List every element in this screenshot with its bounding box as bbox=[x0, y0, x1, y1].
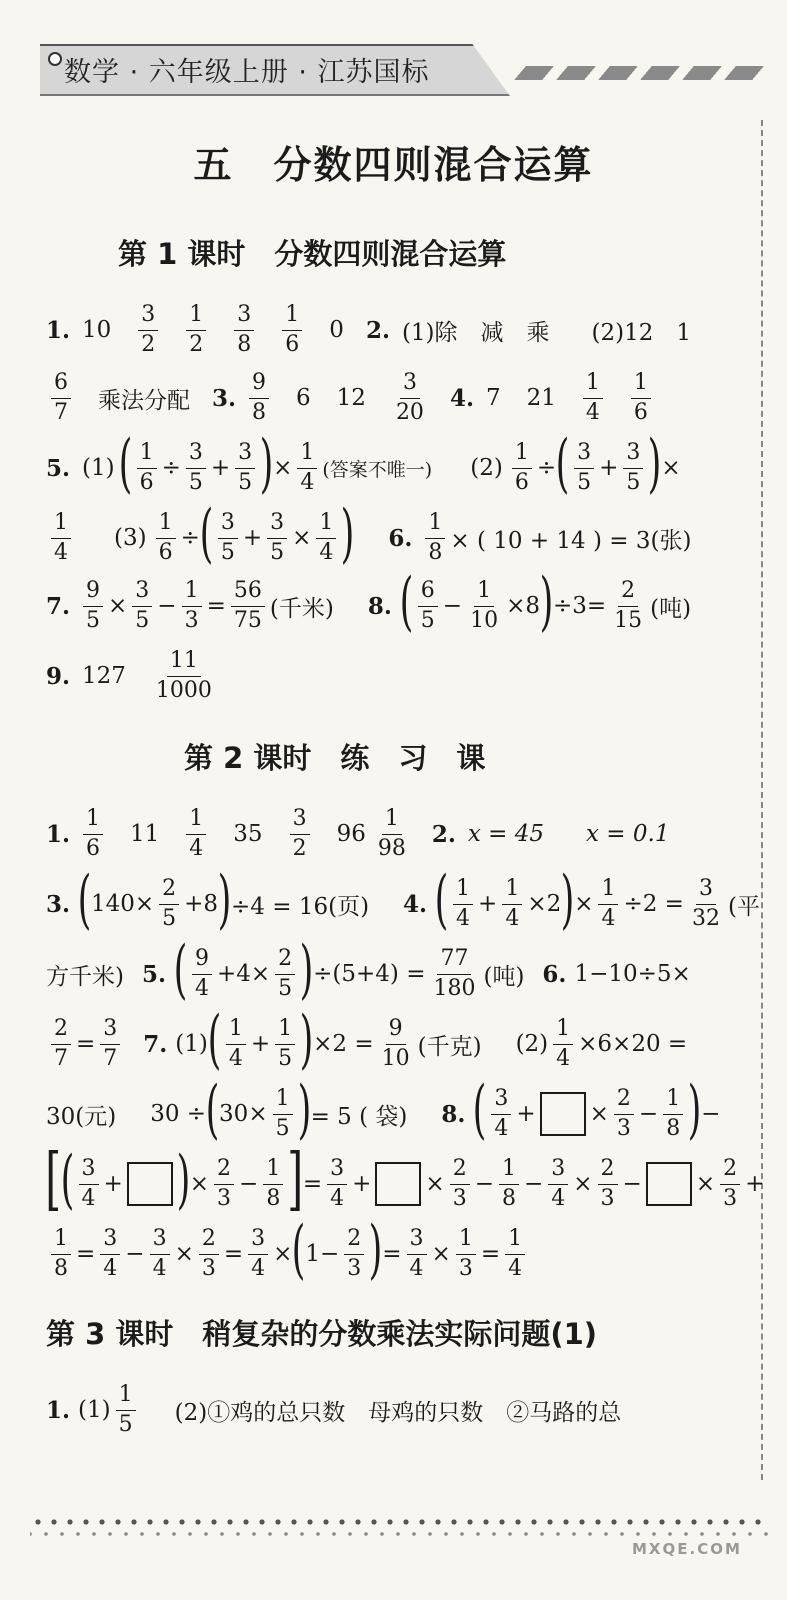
paren-close: ) bbox=[539, 565, 554, 639]
l2-line-6 bbox=[45, 1140, 765, 1224]
part-label: (1) bbox=[175, 1031, 208, 1057]
paren-open: ( bbox=[434, 863, 449, 937]
unit: (千克) bbox=[417, 1033, 482, 1060]
fraction: $\frac{9}{8}$ bbox=[249, 371, 269, 424]
fraction: $\frac{1}{4}$ bbox=[598, 877, 618, 930]
fraction: $\frac{1}{6}$ bbox=[83, 807, 103, 860]
paren-close: ) bbox=[297, 1073, 311, 1147]
op-minus: − bbox=[701, 1101, 721, 1127]
q-number: 3. bbox=[46, 890, 71, 918]
part-label: (3) bbox=[114, 525, 147, 551]
expr: ×6×20 = bbox=[578, 1031, 688, 1057]
q-number: 2. bbox=[365, 316, 390, 344]
expr: 1−10÷5× bbox=[574, 961, 691, 987]
answer-value: 11 bbox=[130, 821, 160, 847]
fraction: $\frac{6}{7}$ bbox=[51, 371, 71, 424]
fraction: $\frac{3}{4}$ bbox=[248, 1227, 268, 1280]
op-plus: + bbox=[478, 891, 498, 917]
q-number: 4. bbox=[403, 890, 428, 918]
fraction: $\frac{1}{4}$ bbox=[502, 877, 522, 930]
q-number: 5. bbox=[141, 960, 166, 988]
fraction: $\frac{1}{6}$ bbox=[137, 441, 157, 494]
op-minus: − bbox=[125, 1241, 145, 1267]
op-mul: × bbox=[273, 1241, 293, 1267]
unit: 方千米) bbox=[46, 963, 124, 990]
header-title: 数学 · 六年级上册 · 江苏国标 bbox=[64, 57, 430, 88]
op-eq: = bbox=[480, 1241, 501, 1267]
op-div: ÷ bbox=[161, 455, 181, 481]
op-mul: × bbox=[431, 1241, 451, 1267]
fraction: $\frac{9}{4}$ bbox=[192, 947, 212, 1000]
fraction: $\frac{1}{98}$ bbox=[377, 806, 406, 861]
fraction: $\frac{3}{4}$ bbox=[100, 1227, 120, 1280]
answer-value: 96 bbox=[336, 821, 366, 847]
expr: ÷(5+4) = bbox=[313, 961, 426, 987]
paren-close: ) bbox=[647, 427, 662, 501]
fraction: $\frac{3}{5}$ bbox=[235, 441, 255, 494]
expr: 30 ÷ bbox=[150, 1101, 207, 1127]
unit: (千米) bbox=[269, 595, 334, 622]
answer-text: (2)12 1 bbox=[591, 319, 692, 346]
paren-close: ) bbox=[299, 933, 314, 1007]
op-eq: = bbox=[382, 1241, 402, 1267]
op-plus: + bbox=[250, 1031, 271, 1057]
op-minus: − bbox=[239, 1171, 259, 1197]
paren-open: ( bbox=[77, 863, 92, 937]
answer-text: 30(元) bbox=[46, 1103, 117, 1130]
answer-value: x = 45 bbox=[467, 821, 545, 847]
expr: 30× bbox=[219, 1101, 268, 1127]
paren-open: ( bbox=[60, 1143, 74, 1217]
fraction: $\frac{1}{6}$ bbox=[631, 371, 651, 424]
paren-open: ( bbox=[199, 497, 214, 571]
watermark-logo: MXQE.COM bbox=[632, 1540, 742, 1558]
q-number: 6. bbox=[388, 524, 413, 552]
op-plus: + bbox=[210, 455, 231, 481]
fraction: $\frac{1}{5}$ bbox=[275, 1017, 295, 1070]
op-plus: + bbox=[599, 455, 619, 481]
op-mul: × bbox=[425, 1171, 445, 1197]
op-mul: × bbox=[108, 593, 128, 619]
bracket-close: ] bbox=[287, 1140, 304, 1219]
answer-value: 6 bbox=[296, 385, 311, 411]
answer-value: 12 bbox=[336, 385, 366, 411]
fraction: $\frac{56}{75}$ bbox=[231, 579, 265, 632]
fraction: $\frac{1}{2}$ bbox=[186, 303, 206, 356]
unit: (吨) bbox=[483, 963, 525, 990]
fraction: $\frac{9}{5}$ bbox=[83, 579, 103, 632]
paren-open: ( bbox=[399, 565, 414, 639]
l2-line-3 bbox=[46, 934, 751, 1014]
l1-line-3 bbox=[46, 428, 751, 508]
op-minus: − bbox=[638, 1101, 659, 1127]
paren-close: ) bbox=[217, 863, 232, 937]
expr: = 5 ( 袋) bbox=[310, 1103, 408, 1130]
chapter-title: 五 分数四则混合运算 bbox=[193, 143, 594, 187]
fraction: $\frac{3}{5}$ bbox=[267, 511, 287, 564]
q-number: 3. bbox=[212, 384, 237, 412]
op-minus: − bbox=[523, 1171, 544, 1197]
op-mul: × bbox=[273, 455, 293, 481]
paren-open: ( bbox=[118, 427, 132, 501]
answer-value: x = 0.1 bbox=[586, 821, 670, 847]
answer-value: 7 bbox=[485, 385, 501, 411]
fraction: $\frac{1}{4}$ bbox=[297, 441, 317, 494]
paren-open: ( bbox=[555, 427, 570, 501]
op-plus: + bbox=[242, 525, 263, 551]
q-number: 6. bbox=[542, 960, 567, 988]
fraction: $\frac{3}{4}$ bbox=[150, 1227, 170, 1280]
answer-value: 21 bbox=[526, 385, 556, 411]
fraction: $\frac{1}{8}$ bbox=[425, 511, 445, 564]
paren-close: ) bbox=[176, 1143, 191, 1217]
fraction: $\frac{2}{3}$ bbox=[199, 1227, 219, 1280]
op-mul: × bbox=[506, 593, 526, 619]
l2-line-1 bbox=[46, 794, 751, 874]
l1-line-5: 7. $\frac{9}{5}$ × $\frac{3}{5}$ − $\frac{1}{3}$ = $\frac{56}{75}$ (千米) 8. ( $\frac{6}{5}$ − $\frac{1}{10}$ × 8 ) ÷3= $\frac{2}{15}$ (吨) bbox=[46, 565, 692, 639]
fraction: $\frac{1}{6}$ bbox=[282, 303, 302, 356]
op-eq: = bbox=[206, 593, 226, 619]
l3-line-1 bbox=[46, 1370, 751, 1450]
part-label: (2) bbox=[470, 455, 503, 481]
fraction: $\frac{3}{7}$ bbox=[100, 1017, 120, 1070]
expr-one: 1 bbox=[305, 1241, 321, 1267]
fraction: $\frac{2}{3}$ bbox=[214, 1157, 234, 1210]
op-mul: × bbox=[574, 891, 594, 917]
footer-dot-row bbox=[30, 1516, 770, 1528]
fraction: $\frac{77}{180}$ bbox=[433, 946, 476, 1001]
fraction: $\frac{3}{2}$ bbox=[290, 807, 310, 860]
fraction: $\frac{1}{8}$ bbox=[499, 1157, 519, 1210]
blank-box bbox=[646, 1162, 692, 1206]
q-number: 4. bbox=[449, 384, 474, 412]
q-number: 9. bbox=[46, 662, 71, 690]
fraction: $\frac{2}{5}$ bbox=[159, 877, 179, 930]
fraction: $\frac{9}{10}$ bbox=[381, 1016, 410, 1071]
op-minus: − bbox=[474, 1171, 494, 1197]
fraction: $\frac{3}{5}$ bbox=[574, 441, 594, 494]
fraction: $\frac{1}{3}$ bbox=[456, 1227, 476, 1280]
paren-close: ) bbox=[560, 863, 575, 937]
paren-close: ) bbox=[341, 497, 355, 571]
fraction: $\frac{2}{3}$ bbox=[450, 1157, 470, 1210]
op-eq: = bbox=[76, 1241, 96, 1267]
op-mul: × bbox=[189, 1171, 210, 1197]
unit: (平 bbox=[727, 893, 760, 920]
paren-close: ) bbox=[687, 1073, 702, 1147]
expr: +4× bbox=[216, 961, 271, 987]
answer-text: 乘法分配 bbox=[98, 387, 190, 414]
fraction: $\frac{1}{10}$ bbox=[470, 578, 499, 633]
op-mul: × bbox=[174, 1241, 194, 1267]
fraction: $\frac{1}{5}$ bbox=[116, 1383, 136, 1436]
part-label: (1) bbox=[78, 1397, 111, 1423]
fraction: $\frac{2}{3}$ bbox=[614, 1087, 634, 1140]
op-mul: × bbox=[589, 1101, 609, 1127]
q-number: 1. bbox=[46, 1396, 71, 1424]
fraction: $\frac{1}{8}$ bbox=[263, 1157, 283, 1210]
fraction: $\frac{3}{4}$ bbox=[407, 1227, 427, 1280]
fraction: $\frac{1}{8}$ bbox=[663, 1087, 683, 1140]
fraction: $\frac{3}{5}$ bbox=[623, 441, 643, 494]
side-dash-border bbox=[761, 120, 763, 1480]
fraction: $\frac{1}{4}$ bbox=[553, 1017, 573, 1070]
fraction: $\frac{1}{4}$ bbox=[186, 807, 206, 860]
q-number: 5. bbox=[46, 454, 71, 482]
fraction: $\frac{2}{3}$ bbox=[598, 1157, 618, 1210]
paren-open: ( bbox=[292, 1213, 306, 1287]
paren-open: ( bbox=[173, 933, 188, 1007]
answer-value: 0 bbox=[329, 317, 344, 343]
fraction: $\frac{3}{32}$ bbox=[691, 876, 720, 931]
answer-value: 35 bbox=[233, 821, 263, 847]
l1-line-6 bbox=[46, 636, 751, 716]
op-plus: + bbox=[516, 1101, 536, 1127]
blank-box bbox=[540, 1092, 586, 1136]
q-number: 8. bbox=[441, 1100, 466, 1128]
expr: ÷3= bbox=[552, 593, 607, 619]
paren-open: ( bbox=[472, 1073, 487, 1147]
q-number: 2. bbox=[431, 820, 456, 848]
lesson-1-title: 第 1 课时 分数四则混合运算 bbox=[118, 237, 507, 271]
op-minus: − bbox=[442, 593, 463, 619]
paren-close: ) bbox=[259, 427, 274, 501]
paren-close: ) bbox=[368, 1213, 383, 1287]
blank-box bbox=[127, 1162, 173, 1206]
q-number: 8. bbox=[367, 592, 392, 620]
op-minus: − bbox=[157, 593, 177, 619]
op-minus: − bbox=[622, 1171, 642, 1197]
fraction: $\frac{11}{1000}$ bbox=[155, 648, 212, 703]
fraction: $\frac{2}{5}$ bbox=[275, 947, 295, 1000]
expr: ÷4 = 16(页) bbox=[231, 893, 370, 920]
fraction: $\frac{3}{5}$ bbox=[218, 511, 238, 564]
l1-line-2 bbox=[46, 358, 751, 438]
paren-open: ( bbox=[205, 1073, 220, 1147]
fraction: $\frac{2}{3}$ bbox=[344, 1227, 364, 1280]
fraction: $\frac{1}{6}$ bbox=[512, 441, 532, 494]
fraction: $\frac{3}{4}$ bbox=[79, 1157, 99, 1210]
q-number: 1. bbox=[46, 820, 71, 848]
header-dash-decoration bbox=[514, 66, 776, 80]
fraction: $\frac{1}{4}$ bbox=[316, 511, 336, 564]
fraction: $\frac{1}{5}$ bbox=[273, 1087, 293, 1140]
op-plus: + bbox=[103, 1171, 123, 1197]
note: (答案不唯一) bbox=[322, 458, 433, 481]
fraction: $\frac{3}{5}$ bbox=[186, 441, 206, 494]
part-label: (2) bbox=[515, 1031, 549, 1057]
q-number: 1. bbox=[46, 316, 71, 344]
answer-value: 10 bbox=[82, 317, 112, 343]
bracket-open: [ bbox=[45, 1140, 62, 1219]
fraction: $\frac{1}{4}$ bbox=[583, 371, 603, 424]
fraction: $\frac{6}{5}$ bbox=[418, 579, 438, 632]
fraction: $\frac{2}{3}$ bbox=[720, 1157, 740, 1210]
fraction: $\frac{1}{6}$ bbox=[156, 511, 176, 564]
part-label: (1) bbox=[82, 455, 115, 481]
l2-line-5 bbox=[46, 1074, 751, 1154]
fraction: $\frac{1}{4}$ bbox=[226, 1017, 246, 1070]
expr: 140× bbox=[90, 891, 155, 917]
l2-line-2: 3. ( 140× $\frac{2}{5}$ +8 ) ÷4 = 16(页) 4. ( $\frac{1}{4}$ + $\frac{1}{4}$ ×2 ) × $\frac{1}{4}$ ÷2 = $\frac{3}{32}$ (平 bbox=[46, 863, 760, 937]
expr: × ( 10 + 14 ) = 3(张) bbox=[450, 527, 692, 554]
op-eq: = bbox=[76, 1031, 96, 1057]
footer-dot-row-small bbox=[30, 1530, 770, 1538]
paren-close: ) bbox=[299, 1003, 314, 1077]
fraction: $\frac{1}{3}$ bbox=[182, 579, 202, 632]
l2-line-4: $\frac{2}{7}$ = $\frac{3}{7}$ 7. (1) ( $\frac{1}{4}$ + $\frac{1}{5}$ ) ×2 = $\frac{9}{10}$ (千克) (2) $\frac{1}{4}$ ×6×20 = bbox=[46, 1004, 751, 1084]
op-plus: + bbox=[745, 1171, 765, 1197]
fraction: $\frac{3}{5}$ bbox=[132, 579, 152, 632]
lesson-2-title: 第 2 课时 练 习 课 bbox=[184, 741, 486, 775]
fraction: $\frac{3}{8}$ bbox=[234, 303, 254, 356]
fraction: $\frac{1}{4}$ bbox=[453, 877, 473, 930]
answer-text: (1)除 减 乘 bbox=[401, 319, 550, 346]
fraction: $\frac{3}{4}$ bbox=[491, 1087, 511, 1140]
answer-text: (2)①鸡的总只数 母鸡的只数 ②马路的总 bbox=[174, 1399, 622, 1426]
fraction: $\frac{1}{4}$ bbox=[505, 1227, 525, 1280]
op-mul: × bbox=[695, 1171, 716, 1197]
fraction: $\frac{3}{4}$ bbox=[548, 1157, 568, 1210]
fraction: $\frac{3}{2}$ bbox=[138, 303, 158, 356]
expr: +8 bbox=[184, 891, 219, 917]
q-number: 7. bbox=[143, 1030, 168, 1058]
op-div: ÷ bbox=[536, 455, 557, 481]
op-eq: = bbox=[302, 1171, 323, 1197]
fraction: $\frac{1}{4}$ bbox=[51, 511, 71, 564]
fraction: $\frac{2}{7}$ bbox=[51, 1017, 71, 1070]
op-minus: − bbox=[320, 1241, 340, 1267]
op-mul: × bbox=[573, 1171, 593, 1197]
op-eq: = bbox=[223, 1241, 244, 1267]
blank-box bbox=[375, 1162, 421, 1206]
paren-open: ( bbox=[207, 1003, 222, 1077]
op-mul: × bbox=[292, 525, 312, 551]
q-number: 7. bbox=[46, 592, 71, 620]
fraction: $\frac{3}{4}$ bbox=[327, 1157, 347, 1210]
lesson-3-title: 第 3 课时 稍复杂的分数乘法实际问题(1) bbox=[46, 1317, 598, 1351]
unit: (吨) bbox=[650, 595, 692, 622]
op-plus: + bbox=[352, 1171, 372, 1197]
fraction: $\frac{3}{20}$ bbox=[395, 370, 424, 425]
l2-line-7 bbox=[46, 1214, 751, 1294]
op-div: ÷ bbox=[180, 525, 200, 551]
answer-value: 127 bbox=[82, 663, 126, 689]
fraction: $\frac{2}{15}$ bbox=[614, 578, 643, 633]
fraction: $\frac{1}{8}$ bbox=[51, 1227, 71, 1280]
op-mul: × bbox=[661, 455, 681, 481]
